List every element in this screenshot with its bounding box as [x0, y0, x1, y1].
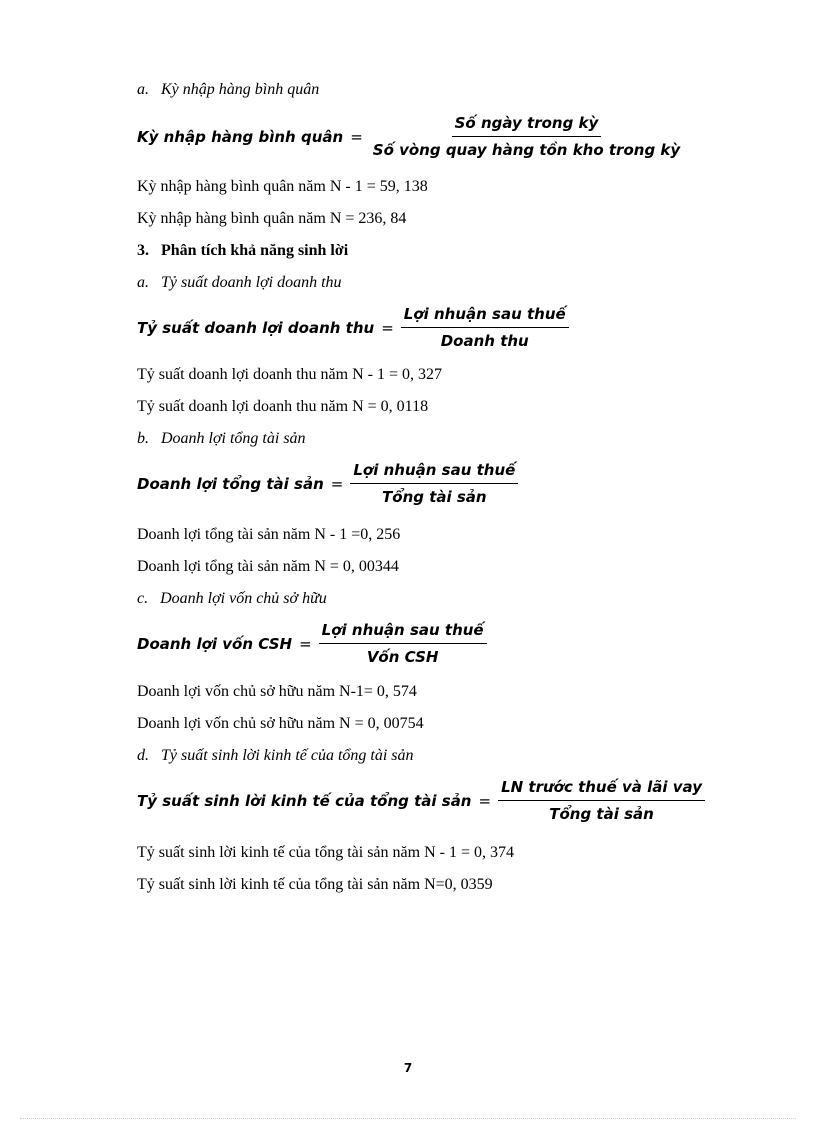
- formula-lhs: Doanh lợi tổng tài sản: [137, 474, 324, 493]
- value-line: Kỳ nhập hàng bình quân năm N = 236, 84: [137, 210, 407, 227]
- value-line: Doanh lợi vốn chủ sở hữu năm N = 0, 00754: [137, 715, 424, 732]
- subsection-heading-b-return-on-assets: [137, 430, 306, 448]
- subsection-label: c.: [137, 590, 149, 607]
- subsection-label: b.: [137, 430, 149, 447]
- page-number: 7: [403, 1061, 413, 1075]
- formula-basic-earning-power: [137, 777, 705, 824]
- subsection-label: d.: [137, 747, 149, 764]
- fraction: [319, 620, 487, 667]
- equals-sign: =: [330, 474, 344, 493]
- fraction-denominator: Doanh thu: [440, 332, 529, 350]
- fraction-numerator: Lợi nhuận sau thuế: [401, 304, 569, 328]
- formula-lhs: Doanh lợi vốn CSH: [137, 634, 293, 653]
- fraction-denominator: Tổng tài sản: [382, 488, 487, 506]
- subsection-title: Tỷ suất sinh lời kinh tế của tổng tài sản: [161, 747, 414, 764]
- section-number: 3.: [137, 242, 149, 259]
- section-title: Phân tích khả năng sinh lời: [161, 242, 349, 259]
- subsection-label: a.: [137, 81, 149, 98]
- equals-sign: =: [299, 634, 312, 653]
- value-line: Tỷ suất sinh lời kinh tế của tổng tài sản năm N - 1 = 0, 374: [137, 844, 514, 861]
- value-line: Doanh lợi vốn chủ sở hữu năm N-1= 0, 574: [137, 683, 417, 700]
- fraction: [350, 460, 518, 507]
- subsection-heading-a-average-purchase-period: [137, 81, 319, 99]
- value-line: Tỷ suất sinh lời kinh tế của tổng tài sản năm N=0, 0359: [137, 876, 493, 893]
- equals-sign: =: [350, 127, 363, 146]
- subsection-title: Doanh lợi tổng tài sản: [161, 430, 306, 447]
- formula-lhs: Tỷ suất doanh lợi doanh thu: [137, 318, 375, 337]
- formula-average-purchase-period: [137, 113, 683, 160]
- fraction-denominator: Vốn CSH: [366, 648, 439, 666]
- subsection-heading-c-return-on-equity: [137, 590, 327, 608]
- subsection-label: a.: [137, 274, 149, 291]
- value-line: Doanh lợi tổng tài sản năm N = 0, 00344: [137, 558, 399, 575]
- fraction: [370, 113, 683, 160]
- value-line: Kỳ nhập hàng bình quân năm N - 1 = 59, 138: [137, 178, 428, 195]
- fraction: [401, 304, 569, 351]
- fraction-numerator: Lợi nhuận sau thuế: [350, 460, 518, 484]
- fraction-denominator: Tổng tài sản: [549, 805, 654, 823]
- value-line: Tỷ suất doanh lợi doanh thu năm N - 1 = 0, 327: [137, 366, 442, 383]
- fraction-denominator: Số vòng quay hàng tồn kho trong kỳ: [372, 141, 681, 159]
- formula-return-on-equity: [137, 620, 487, 667]
- formula-lhs: Tỷ suất sinh lời kinh tế của tổng tài sản: [137, 791, 472, 810]
- fraction-numerator: Số ngày trong kỳ: [452, 113, 602, 137]
- fraction-numerator: LN trước thuế và lãi vay: [498, 777, 705, 801]
- value-line: Tỷ suất doanh lợi doanh thu năm N = 0, 0118: [137, 398, 429, 415]
- subsection-title: Doanh lợi vốn chủ sở hữu: [160, 590, 327, 607]
- page-bottom-divider: [20, 1118, 796, 1119]
- subsection-title: Tỷ suất doanh lợi doanh thu: [161, 274, 342, 291]
- formula-lhs: Kỳ nhập hàng bình quân: [137, 127, 344, 146]
- subsection-heading-d-basic-earning-power: [137, 747, 414, 765]
- section-heading-profitability-analysis: [137, 242, 348, 260]
- subsection-heading-a-return-on-sales: [137, 274, 342, 292]
- subsection-title: Kỳ nhập hàng bình quân: [161, 81, 320, 98]
- formula-return-on-sales: [137, 304, 569, 351]
- formula-return-on-assets: [137, 460, 518, 507]
- equals-sign: =: [381, 318, 394, 337]
- fraction: [498, 777, 705, 824]
- fraction-numerator: Lợi nhuận sau thuế: [319, 620, 487, 644]
- value-line: Doanh lợi tổng tài sản năm N - 1 =0, 256: [137, 526, 401, 543]
- equals-sign: =: [478, 791, 492, 810]
